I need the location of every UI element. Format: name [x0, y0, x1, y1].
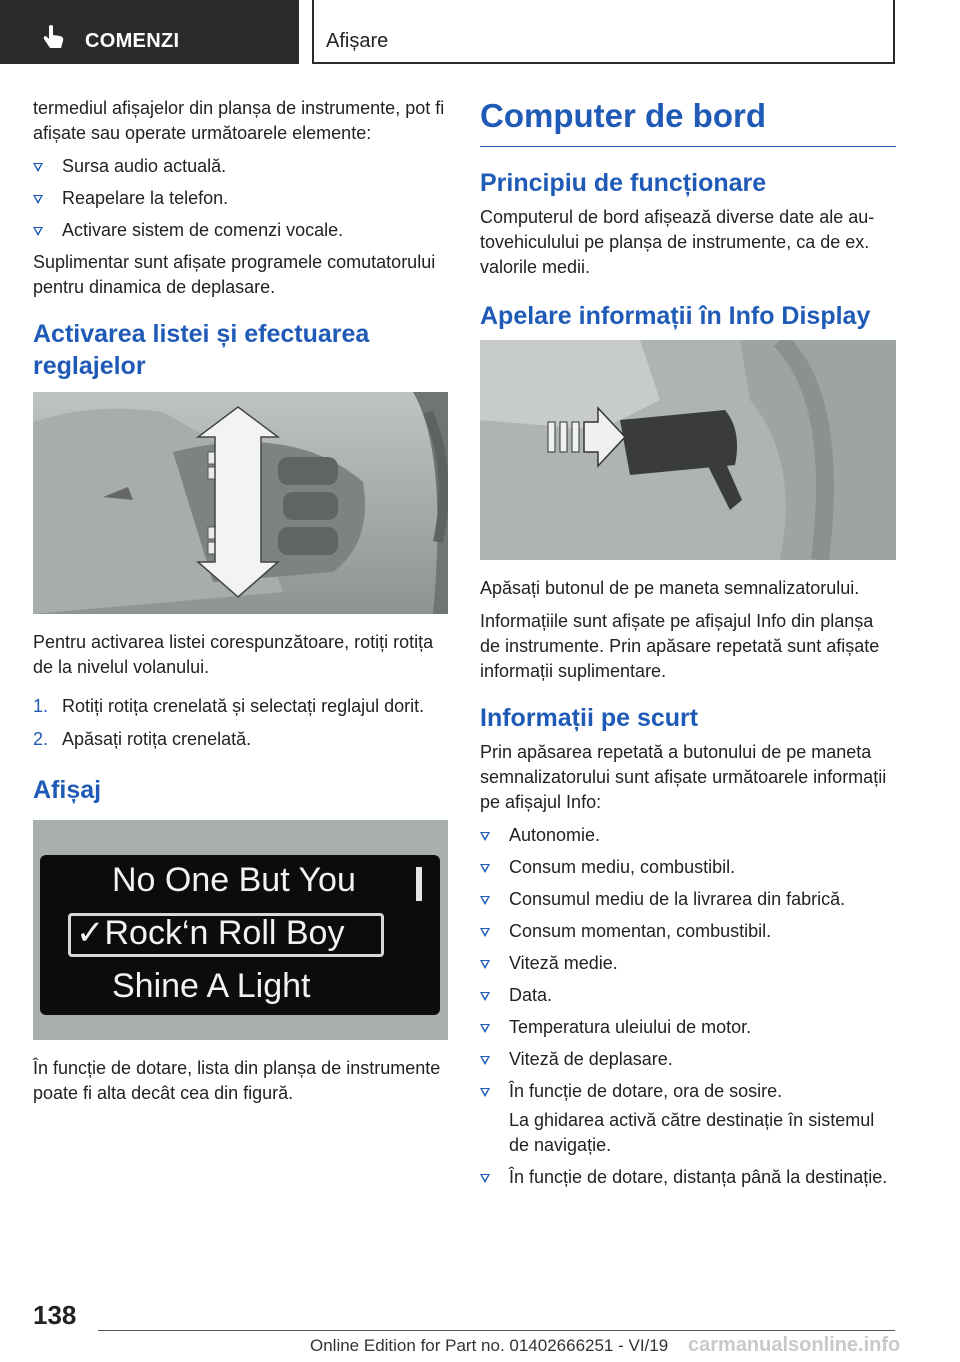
display-row: No One But You [112, 861, 356, 899]
note-paragraph: Suplimentar sunt afișate programele comutatorului pentru dinamica de deplasare. [33, 252, 436, 297]
list-item: Consum momentan, combustibil. [480, 919, 896, 944]
subsection-tab-label: Afișare [326, 30, 389, 52]
display-list-image [33, 820, 448, 1040]
list-item: Reapelare la telefon. [33, 186, 448, 211]
list-item: Viteză medie. [480, 951, 896, 976]
display-row: Shine A Light [112, 967, 311, 1005]
triangle-bullet-icon [33, 227, 43, 236]
edition-text: Online Edition for Part no. 01402666251 - VI/19 [310, 1336, 669, 1355]
triangle-bullet-icon [480, 832, 490, 841]
list-item: În funcție de dotare, ora de sosire. La ghidarea activă către destinație în sistemul de navigație. [480, 1079, 896, 1158]
call-paragraph-1: Apăsați butonul de pe maneta semnalizatorului. [480, 578, 860, 598]
list-item: Consumul mediu de la livrarea din fabrică. [480, 887, 896, 912]
triangle-bullet-icon [480, 1174, 490, 1183]
subsection-tab-afisare[interactable] [312, 0, 895, 64]
page-header [0, 0, 960, 66]
principle-paragraph: Computerul de bord afișează diverse date ale autovehiculului pe planșa de instrumente, ca de ex. valorile medii. [480, 207, 875, 277]
heading-activate-list: Activarea listei și efectuarea reglajelor [33, 320, 370, 380]
steps-list [33, 694, 448, 752]
display-row: ✓Rock‘n Roll Boy [76, 914, 345, 952]
list-item: Data. [480, 983, 896, 1008]
triangle-bullet-icon [480, 1056, 490, 1065]
info-list [480, 823, 896, 1190]
list-item: Activare sistem de comenzi vocale. [33, 218, 448, 243]
triangle-bullet-icon [480, 992, 490, 1001]
triangle-bullet-icon [480, 896, 490, 905]
intro-paragraph: termediul afișajelor din planșa de instrumente, pot fi afișate sau operate următoarele elemente: [33, 98, 445, 143]
triangle-bullet-icon [480, 960, 490, 969]
footer-divider [98, 1330, 895, 1331]
display-caption: În funcție de dotare, lista din planșa de instrumente poate fi alta decât cea din figură. [33, 1058, 441, 1103]
list-item: Consum mediu, combustibil. [480, 855, 896, 880]
steering-wheel-image [33, 392, 448, 614]
list-item-sub: La ghidarea activă către destinație în sistemul de navigație. [509, 1110, 875, 1155]
triangle-bullet-icon [480, 928, 490, 937]
heading-principle: Principiu de funcționare [480, 169, 767, 197]
hand-pointer-icon [40, 24, 66, 50]
section-tab-comenzi[interactable] [0, 0, 299, 64]
right-column [480, 96, 896, 1197]
heading-computer-de-bord: Computer de bord [480, 96, 896, 147]
heading-short-info: Informații pe scurt [480, 704, 699, 732]
section-tab-label: COMENZI [85, 30, 180, 52]
list-item: Autonomie. [480, 823, 896, 848]
watermark-logo: carmanualsonline.info [688, 1334, 901, 1356]
heading-display: Afișaj [33, 776, 102, 804]
list-caption: Pentru activarea listei corespunzătoare, rotiți rotița de la nivelul volanului. [33, 632, 434, 677]
display-screen [40, 855, 440, 1015]
list-item: Viteză de deplasare. [480, 1047, 896, 1072]
short-intro: Prin apăsarea repetată a butonului de pe maneta semnalizatorului sunt afișate următoarele informații pe afișajul Info: [480, 742, 887, 812]
call-paragraph-2: Informațiile sunt afișate pe afișajul Info din planșa de instrumente. Prin apăsare repetată sunt afișate informații suplimentare. [480, 611, 880, 681]
left-column [33, 96, 448, 1114]
list-item: În funcție de dotare, distanța până la destinație. [480, 1165, 896, 1190]
turn-signal-lever-image [480, 340, 896, 560]
triangle-bullet-icon [33, 195, 43, 204]
triangle-bullet-icon [480, 1024, 490, 1033]
step-item: 2. Apăsați rotița crenelată. [33, 729, 252, 749]
heading-info-display: Apelare informații în Info Display [480, 302, 871, 330]
page-number: 138 [33, 1300, 77, 1330]
triangle-bullet-icon [480, 1088, 490, 1097]
scrollbar [416, 867, 422, 901]
triangle-bullet-icon [480, 864, 490, 873]
step-item: 1. Rotiți rotița crenelată și selectați reglajul dorit. [33, 696, 425, 716]
list-item: Temperatura uleiului de motor. [480, 1015, 896, 1040]
triangle-bullet-icon [33, 163, 43, 172]
list-item: Sursa audio actuală. [33, 154, 448, 179]
elements-list [33, 154, 448, 243]
